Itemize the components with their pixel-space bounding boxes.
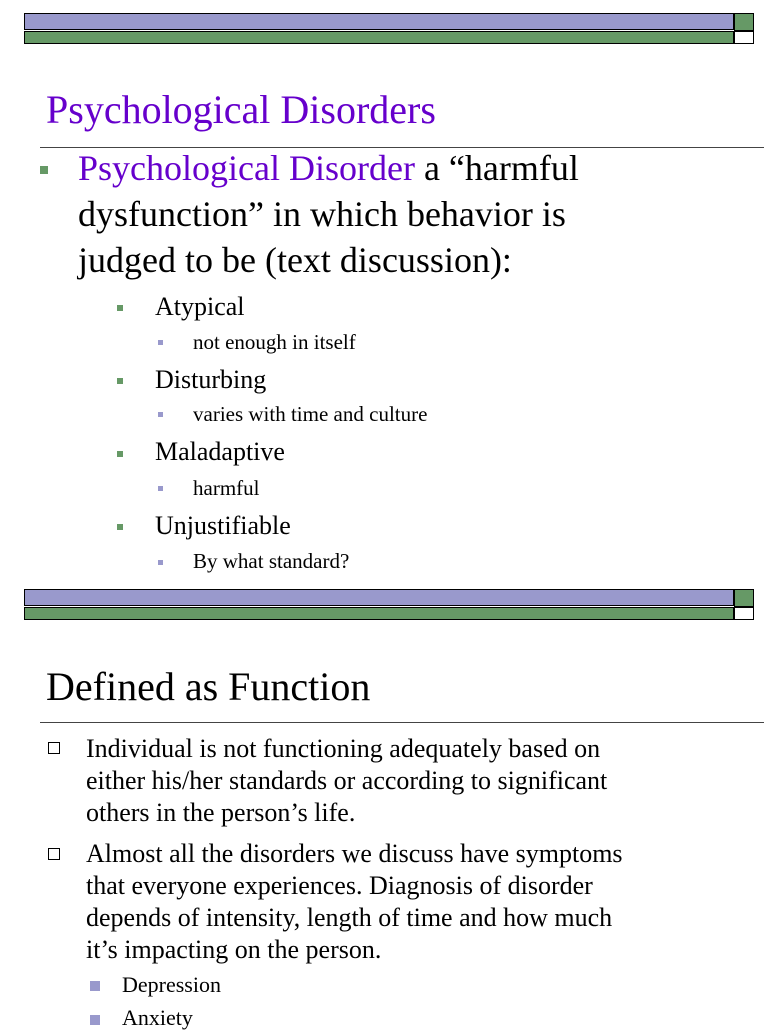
header-bar-green bbox=[24, 607, 734, 620]
bullet-marker bbox=[158, 486, 163, 491]
header-bar-purple bbox=[24, 589, 734, 606]
slide-title: Defined as Function bbox=[46, 664, 371, 709]
criterion-label: Unjustifiable bbox=[155, 511, 291, 540]
point-line: that everyone experiences. Diagnosis of disorder bbox=[86, 871, 593, 900]
point-line: others in the person’s life. bbox=[86, 798, 356, 827]
header-bar-green bbox=[24, 31, 734, 44]
function-point bbox=[86, 838, 726, 966]
point-line: depends of intensity, length of time and how much bbox=[86, 903, 613, 932]
bullet-marker bbox=[158, 560, 163, 565]
criterion-note: By what standard? bbox=[193, 549, 350, 573]
criterion-label: Atypical bbox=[155, 292, 245, 321]
header-square-white bbox=[734, 31, 754, 44]
bullet-marker bbox=[158, 340, 163, 345]
main-point bbox=[78, 145, 718, 283]
criterion-note: harmful bbox=[193, 476, 260, 500]
example-item: Depression bbox=[122, 972, 221, 997]
slide-title: Psychological Disorders bbox=[46, 87, 436, 132]
header-square-green bbox=[734, 589, 754, 607]
criterion-note: varies with time and culture bbox=[193, 402, 428, 426]
point-line: Almost all the disorders we discuss have symptoms bbox=[86, 839, 623, 868]
point-line: it’s impacting on the person. bbox=[86, 935, 382, 964]
example-item: Anxiety bbox=[122, 1005, 193, 1030]
bullet-marker bbox=[117, 524, 123, 530]
hollow-square-bullet bbox=[48, 742, 60, 754]
bullet-marker bbox=[117, 451, 123, 457]
point-line: either his/her standards or according to significant bbox=[86, 766, 608, 795]
bullet-marker bbox=[40, 166, 48, 174]
function-point bbox=[86, 733, 726, 829]
bullet-marker bbox=[117, 305, 123, 311]
main-point-line-2: dysfunction” in which behavior is bbox=[78, 194, 566, 234]
criterion-label: Disturbing bbox=[155, 365, 267, 394]
hollow-square-bullet bbox=[48, 848, 60, 860]
criterion-label: Maladaptive bbox=[155, 437, 285, 466]
main-point-line-3: judged to be (text discussion): bbox=[78, 240, 512, 280]
header-square-white bbox=[734, 607, 754, 620]
point-line: Individual is not functioning adequately based on bbox=[86, 734, 601, 763]
title-divider bbox=[40, 722, 764, 723]
criterion-note: not enough in itself bbox=[193, 330, 356, 354]
square-bullet bbox=[90, 981, 100, 991]
header-bar-purple bbox=[24, 13, 734, 30]
main-point-line-1-rest: a “harmful bbox=[414, 148, 579, 188]
bullet-marker bbox=[158, 412, 163, 417]
header-square-green bbox=[734, 13, 754, 31]
bullet-marker bbox=[117, 378, 123, 384]
term-highlight: Psychological Disorder bbox=[78, 148, 415, 188]
main-point-line-1 bbox=[78, 145, 718, 191]
